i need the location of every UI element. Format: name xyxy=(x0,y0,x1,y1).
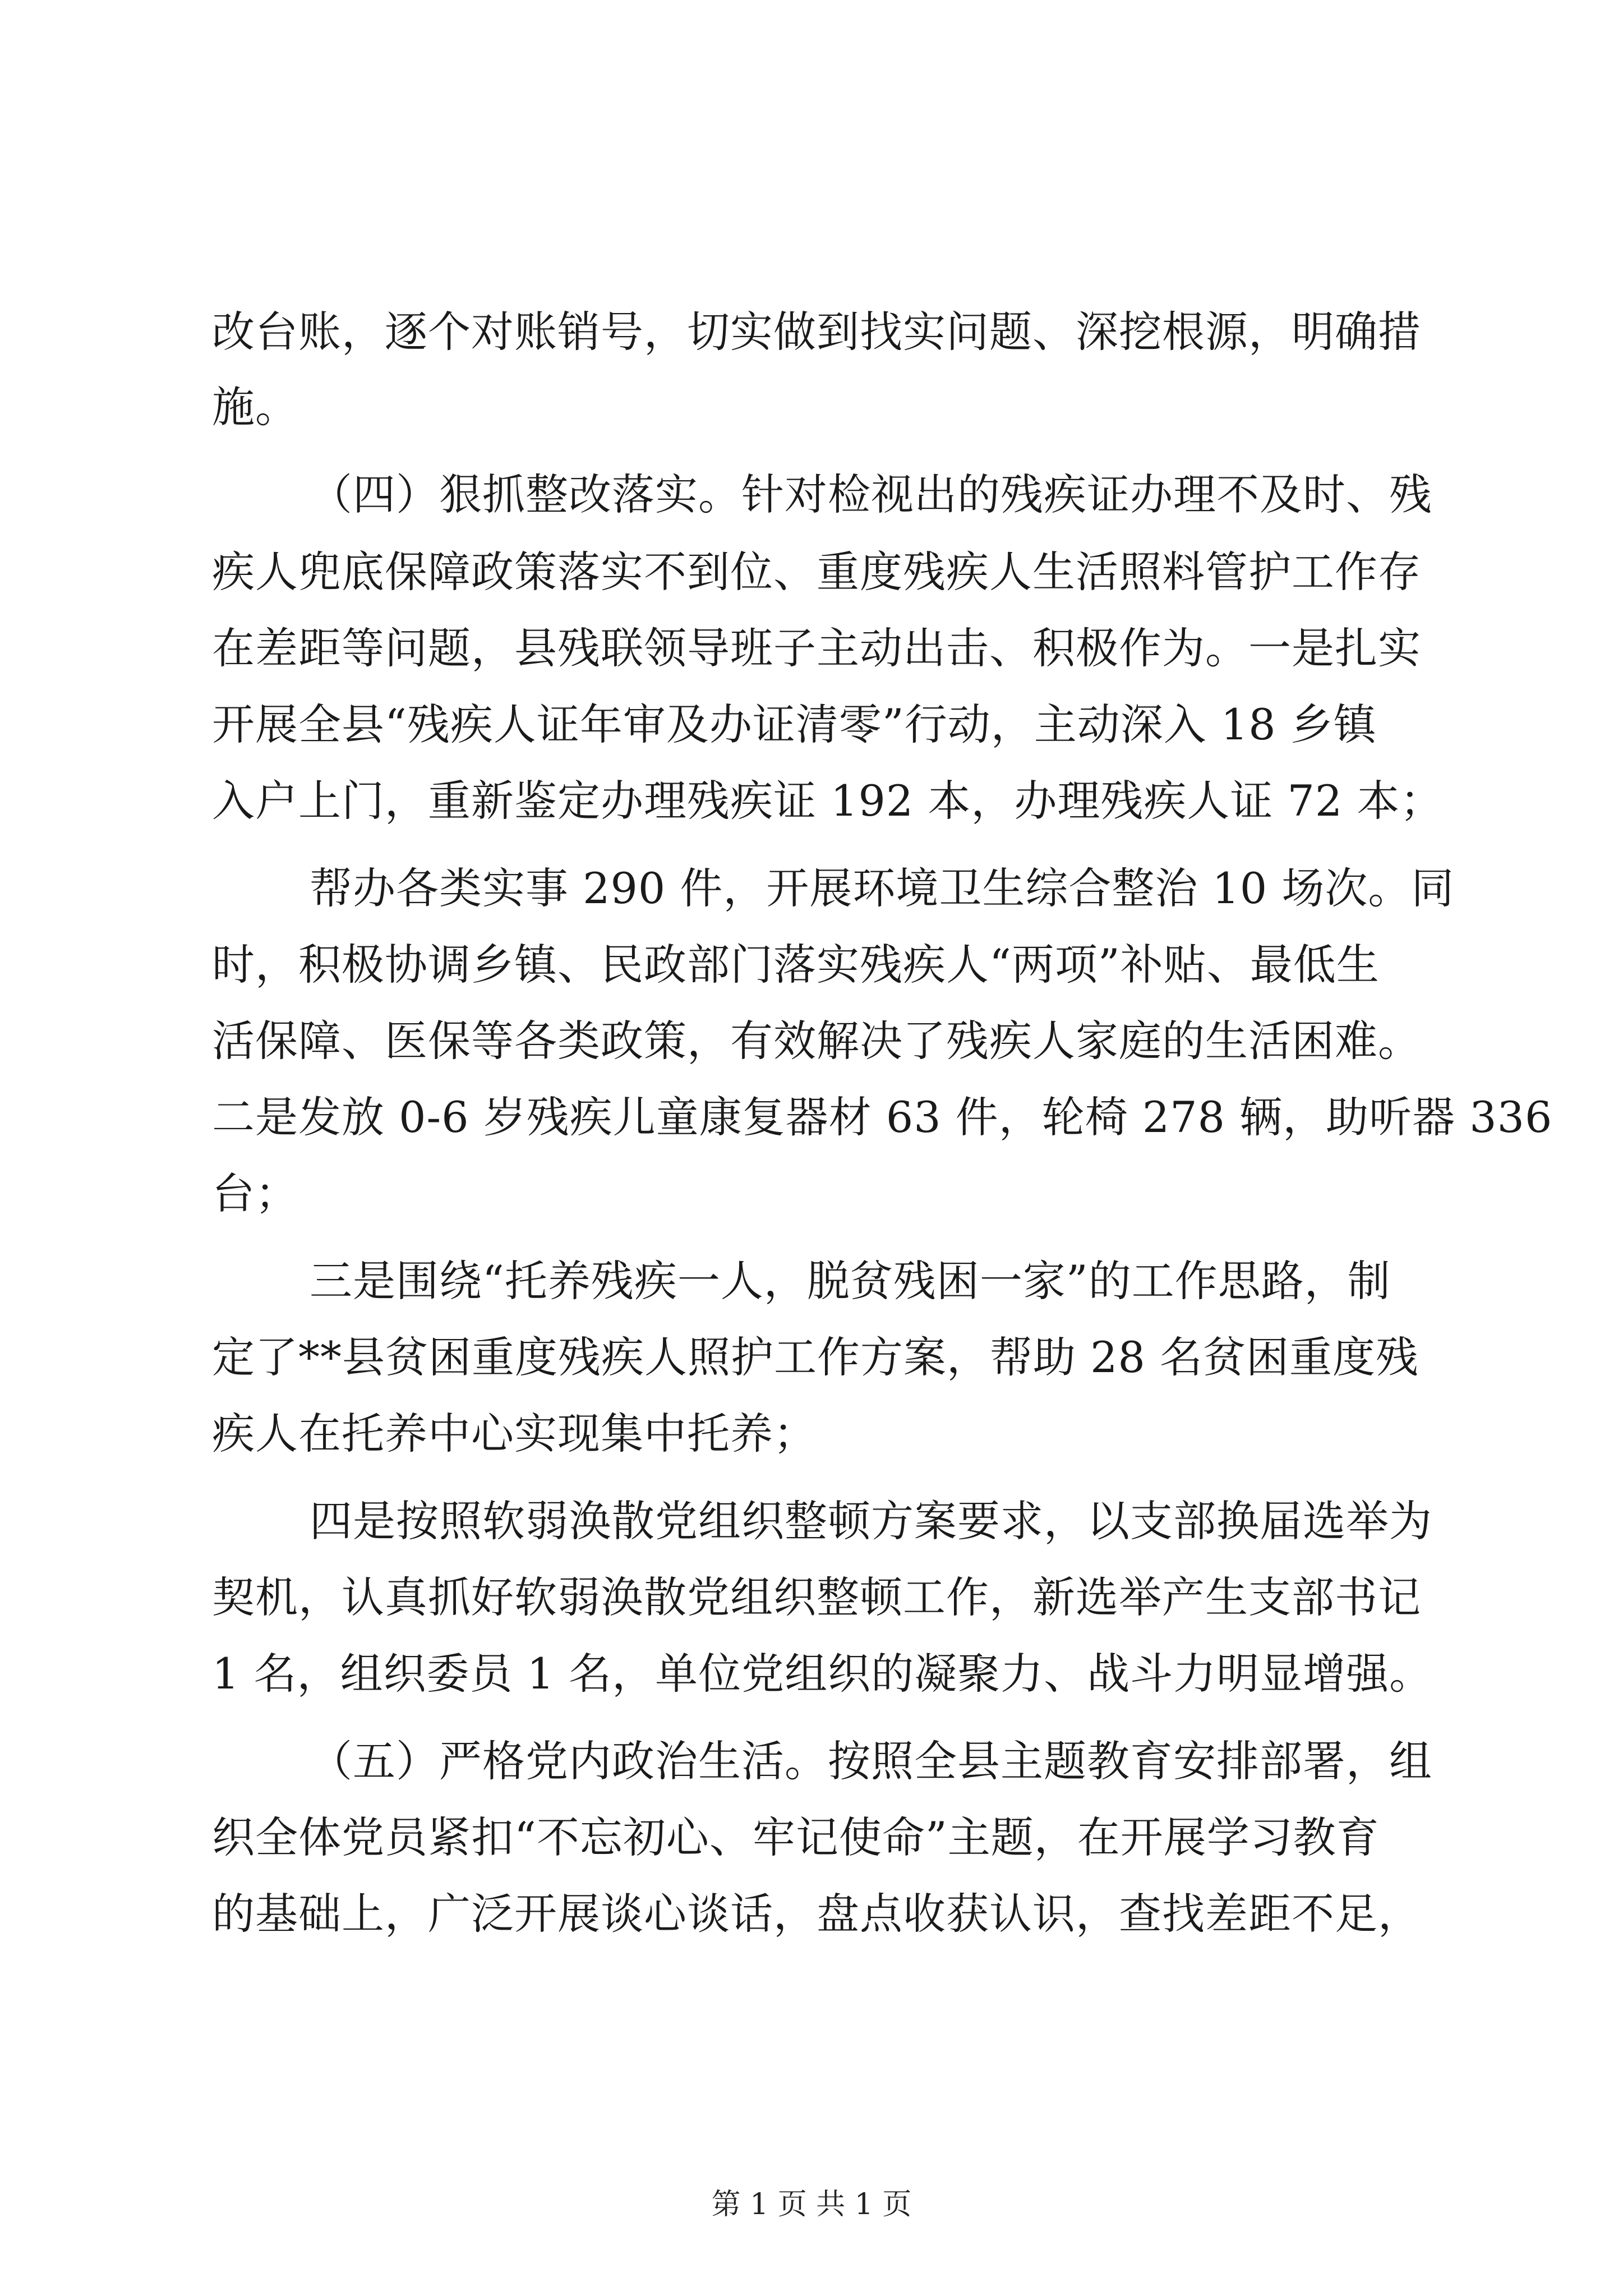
body-line: （五）严格党内政治生活。按照全县主题教育安排部署，组 xyxy=(310,1736,1432,1786)
body-line: 台； xyxy=(212,1168,298,1218)
body-line: 四是按照软弱涣散党组织整顿方案要求，以支部换届选举为 xyxy=(310,1496,1432,1546)
body-line: 改台账，逐个对账销号，切实做到找实问题、深挖根源，明确措 xyxy=(212,307,1421,357)
body-line: 在差距等问题，县残联领导班子主动出击、积极作为。一是扎实 xyxy=(212,623,1421,673)
body-line: 契机，认真抓好软弱涣散党组织整顿工作，新选举产生支部书记 xyxy=(212,1572,1421,1622)
page-footer: 第 1 页 共 1 页 xyxy=(711,2188,912,2221)
body-line: 活保障、医保等各类政策，有效解决了残疾人家庭的生活困难。 xyxy=(212,1016,1421,1066)
body-line: （四）狠抓整改落实。针对检视出的残疾证办理不及时、残 xyxy=(310,470,1432,519)
body-line: 1 名，组织委员 1 名，单位党组织的凝聚力、战斗力明显增强。 xyxy=(212,1649,1433,1699)
body-line: 三是围绕“托养残疾一人，脱贫残困一家”的工作思路，制 xyxy=(310,1256,1391,1306)
body-line: 疾人兜底保障政策落实不到位、重度残疾人生活照料管护工作存 xyxy=(212,547,1421,597)
body-line: 入户上门，重新鉴定办理残疾证 192 本，办理残疾人证 72 本； xyxy=(212,776,1444,826)
body-line: 施。 xyxy=(212,382,298,432)
body-line: 织全体党员紧扣“不忘初心、牢记使命”主题，在开展学习教育 xyxy=(212,1812,1380,1862)
body-line: 时，积极协调乡镇、民政部门落实残疾人“两项”补贴、最低生 xyxy=(212,940,1380,990)
body-line: 的基础上，广泛开展谈心谈话，盘点收获认识，查找差距不足， xyxy=(212,1889,1421,1939)
body-line: 帮办各类实事 290 件，开展环境卫生综合整治 10 场次。同 xyxy=(310,863,1455,913)
body-line: 二是发放 0-6 岁残疾儿童康复器材 63 件，轮椅 278 辆，助听器 336 xyxy=(212,1092,1553,1142)
body-line: 疾人在托养中心实现集中托养； xyxy=(212,1409,817,1458)
body-line: 开展全县“残疾人证年审及办证清零”行动，主动深入 18 乡镇 xyxy=(212,700,1377,749)
body-line: 定了**县贫困重度残疾人照护工作方案，帮助 28 名贫困重度残 xyxy=(212,1332,1419,1382)
